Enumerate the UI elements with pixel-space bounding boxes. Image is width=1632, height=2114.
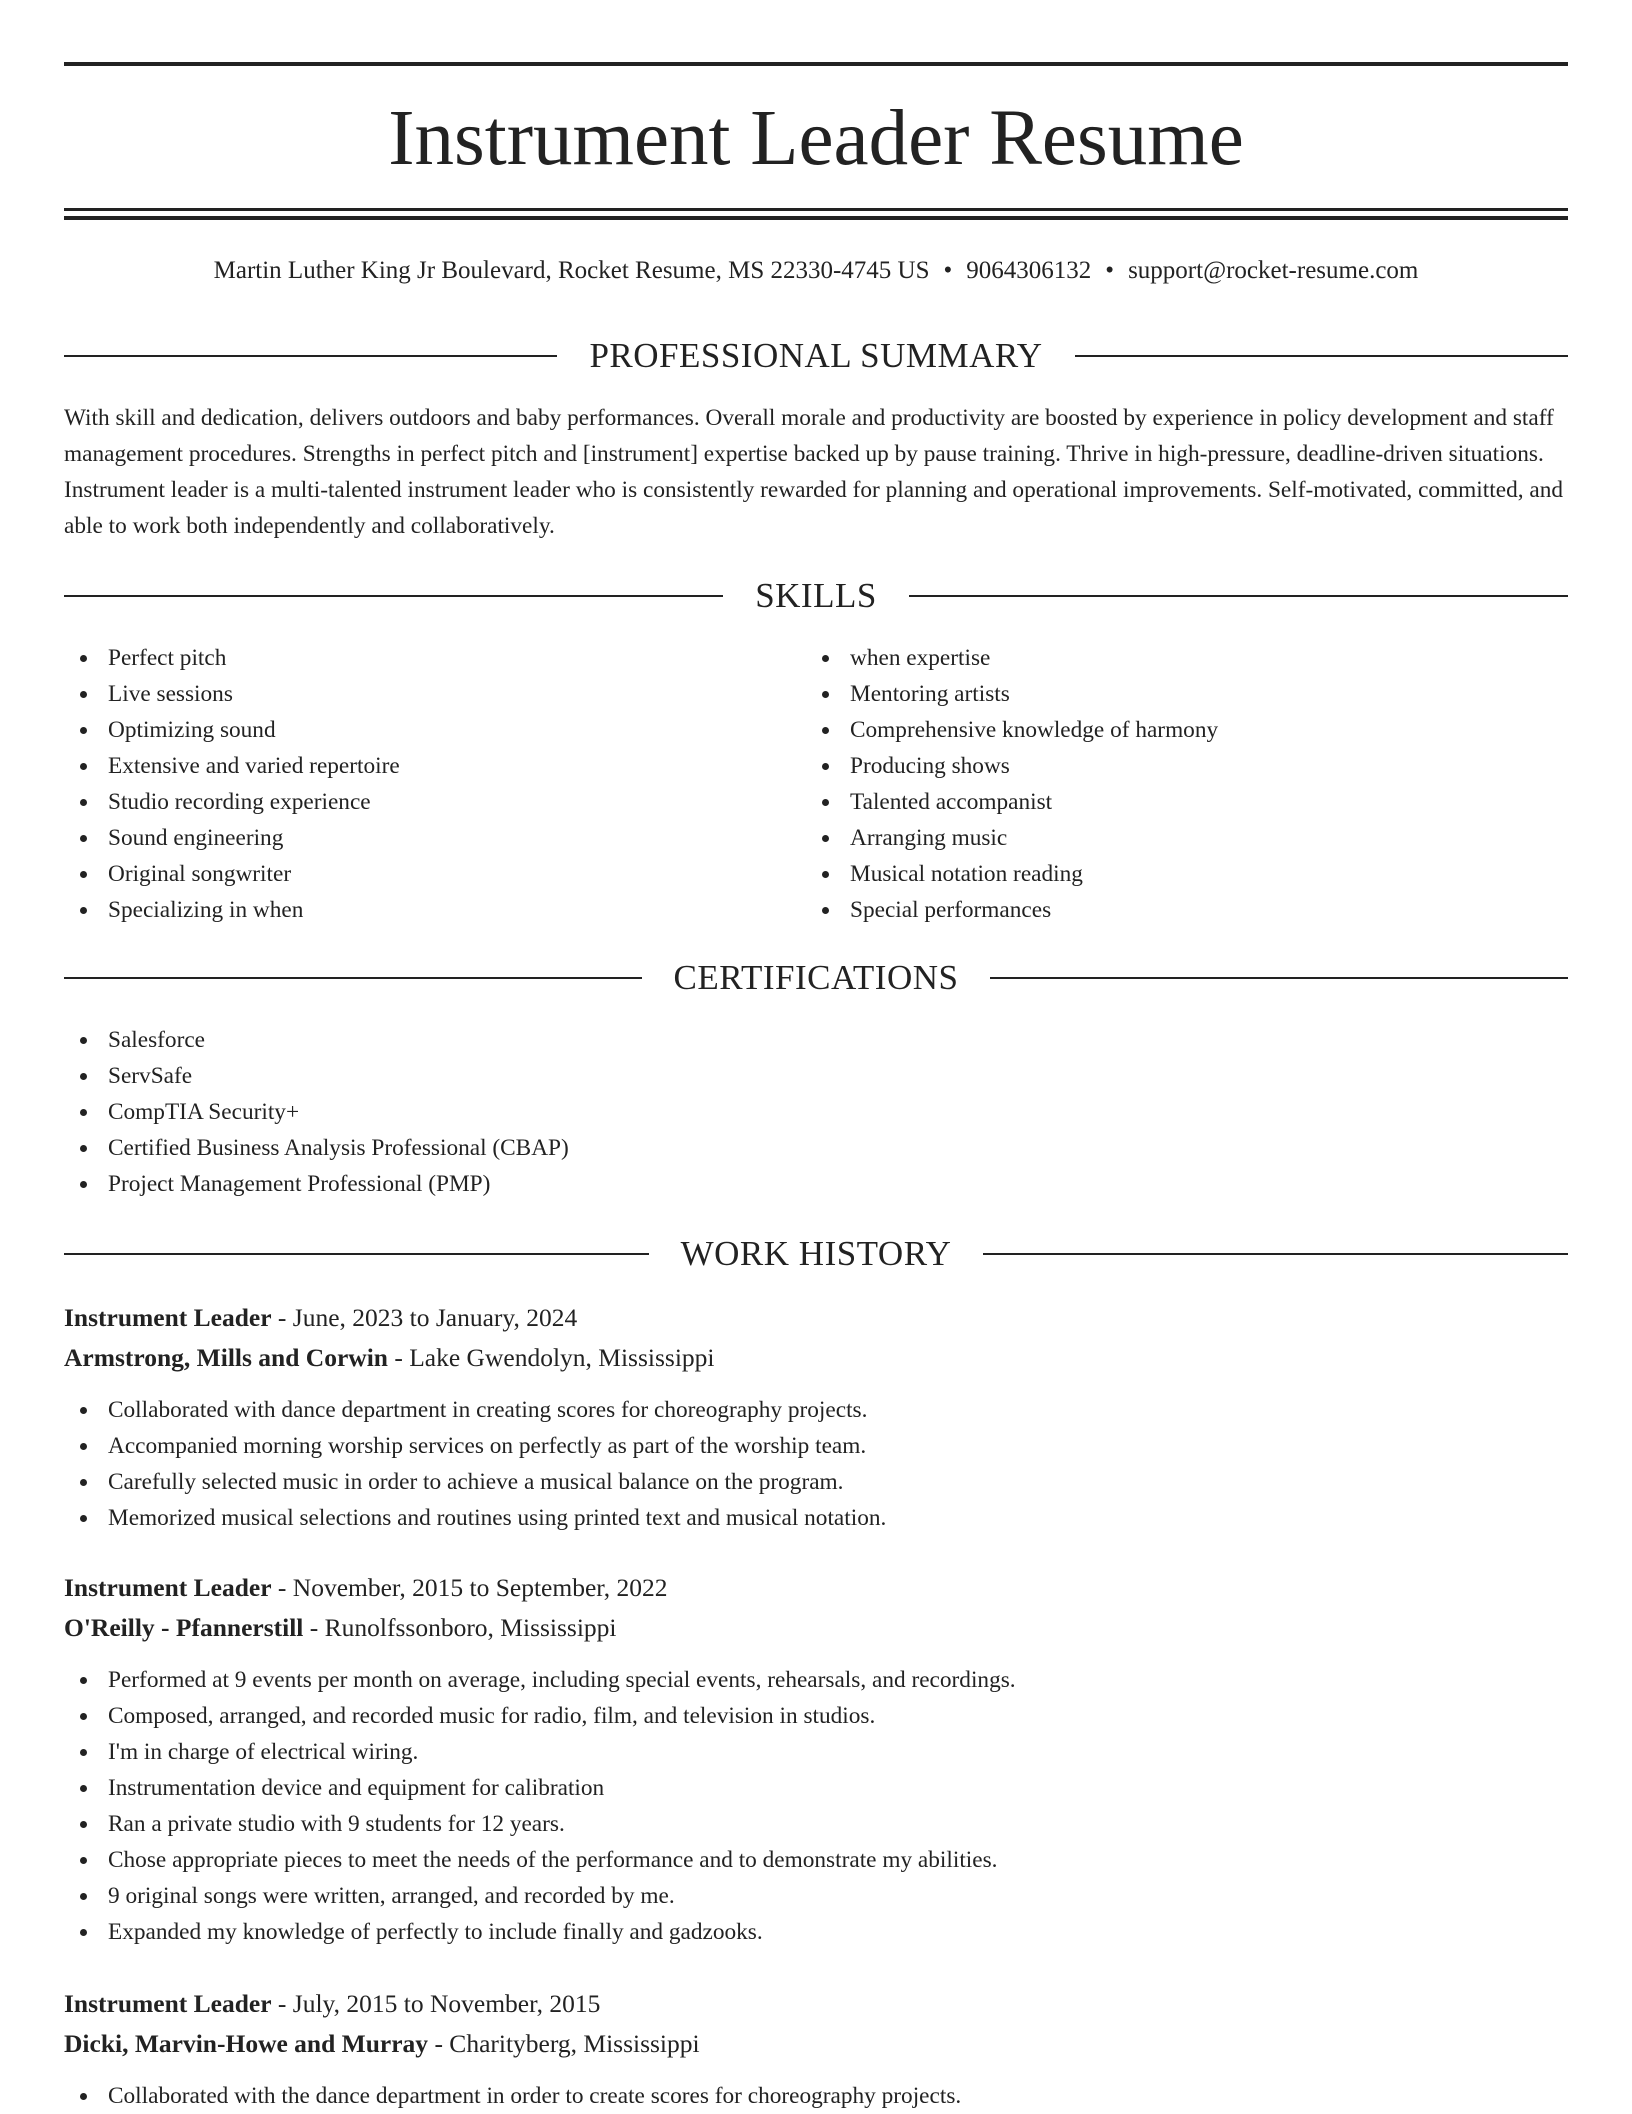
heading-rule-left: [64, 355, 557, 357]
heading-rule-right: [1075, 355, 1568, 357]
job-bullets: [64, 2078, 1568, 2114]
job-bullet: Performed at 9 events per month on average, including special events, rehearsals, and recordings.: [64, 1662, 1568, 1698]
job-bullet: Instrumentation device and equipment for calibration: [64, 1770, 1568, 1806]
certification-item: ServSafe: [64, 1058, 1568, 1094]
job-bullet: Carefully selected music in order to achieve a musical balance on the program.: [64, 1464, 1568, 1500]
job-location: - Runolfssonboro, Mississippi: [303, 1613, 617, 1642]
contact-separator: •: [1105, 257, 1115, 284]
job-location: - Lake Gwendolyn, Mississippi: [387, 1343, 715, 1372]
job-dates: - July, 2015 to November, 2015: [271, 1989, 601, 2018]
job-location: - Charityberg, Mississippi: [428, 2029, 700, 2058]
job-company: Dicki, Marvin-Howe and Murray: [64, 2029, 429, 2058]
skills-heading-label: SKILLS: [755, 576, 877, 615]
skill-item: Arranging music: [806, 820, 1546, 856]
certifications-heading-label: CERTIFICATIONS: [673, 958, 959, 997]
job-bullet: I'm in charge of electrical wiring.: [64, 1734, 1568, 1770]
job-bullet: Ran a private studio with 9 students for 12 years.: [64, 1806, 1568, 1842]
job-title-line: [64, 1568, 1568, 1608]
job-dates: - June, 2023 to January, 2024: [271, 1303, 578, 1332]
certification-item: Salesforce: [64, 1022, 1568, 1058]
skill-item: Original songwriter: [64, 856, 804, 892]
job-dates: - November, 2015 to September, 2022: [271, 1573, 668, 1602]
job-bullet: Memorized musical selections and routines using printed text and musical notation.: [64, 1500, 1568, 1536]
skill-item: Optimizing sound: [64, 712, 804, 748]
job-entry: [64, 1984, 1568, 2114]
heading-rule-right: [909, 595, 1568, 597]
work-history-heading-label: WORK HISTORY: [680, 1234, 952, 1273]
skill-item: Live sessions: [64, 676, 804, 712]
job-title: Instrument Leader: [64, 1989, 272, 2018]
heading-rule-left: [64, 1253, 649, 1255]
heading-rule-left: [64, 977, 642, 979]
job-company: Armstrong, Mills and Corwin: [64, 1343, 388, 1372]
job-bullet: Expanded my knowledge of perfectly to include finally and gadzooks.: [64, 1914, 1568, 1950]
skill-item: Extensive and varied repertoire: [64, 748, 804, 784]
contact-line: [64, 254, 1568, 288]
contact-phone: 9064306132: [966, 257, 1092, 284]
summary-text: With skill and dedication, delivers outdoors and baby performances. Overall morale and productivity are boosted by experience in policy development and staff management procedures. Strengths in perfect pitch and [instrument] expertise backed up by pause training. Thrive in high-pressure, deadline-driven situations. Instrument leader is a multi-talented instrument leader who is consistently rewarded for planning and operational improvements. Self-motivated, committed, and able to work both independently and collaboratively.: [64, 405, 1563, 539]
skill-item: Producing shows: [806, 748, 1546, 784]
contact-address: Martin Luther King Jr Boulevard, Rocket Resume, MS 22330-4745 US: [213, 257, 930, 284]
job-entry: [64, 1568, 1568, 1950]
skill-item: Specializing in when: [64, 892, 804, 928]
job-bullet: Accompanied morning worship services on perfectly as part of the worship team.: [64, 1428, 1568, 1464]
job-entry: [64, 1298, 1568, 1536]
certifications-heading: [64, 956, 1568, 1000]
job-bullets: [64, 1392, 1568, 1536]
contact-separator: •: [943, 257, 953, 284]
skill-item: Talented accompanist: [806, 784, 1546, 820]
skill-item: Musical notation reading: [806, 856, 1546, 892]
job-title: Instrument Leader: [64, 1573, 272, 1602]
heading-rule-left: [64, 595, 723, 597]
job-bullet: Composed, arranged, and recorded music for radio, film, and television in studios.: [64, 1698, 1568, 1734]
resume-title: Instrument Leader Resume: [388, 95, 1244, 182]
job-bullet: Chose appropriate pieces to meet the needs of the performance and to demonstrate my abilities.: [64, 1842, 1568, 1878]
job-bullet: 9 original songs were written, arranged, and recorded by me.: [64, 1878, 1568, 1914]
skill-item: Comprehensive knowledge of harmony: [806, 712, 1546, 748]
job-company-line: [64, 1338, 1568, 1378]
job-bullet: Collaborated with dance department in creating scores for choreography projects.: [64, 1392, 1568, 1428]
job-title-line: [64, 1298, 1568, 1338]
top-rule: [64, 62, 1568, 66]
certifications-list: [64, 1022, 1568, 1202]
heading-rule-right: [990, 977, 1568, 979]
job-company-line: [64, 1608, 1568, 1648]
job-title-line: [64, 1984, 1568, 2024]
contact-email: support@rocket-resume.com: [1128, 257, 1419, 284]
certification-item: CompTIA Security+: [64, 1094, 1568, 1130]
job-title: Instrument Leader: [64, 1303, 272, 1332]
skill-item: Mentoring artists: [806, 676, 1546, 712]
job-company-line: [64, 2024, 1568, 2064]
skill-item: Studio recording experience: [64, 784, 804, 820]
certification-item: Certified Business Analysis Professional (CBAP): [64, 1130, 1568, 1166]
skills-list-left: [64, 640, 804, 928]
skills-list-right: [806, 640, 1546, 928]
certification-item: Project Management Professional (PMP): [64, 1166, 1568, 1202]
title-rule-lower: [64, 216, 1568, 220]
job-company: O'Reilly - Pfannerstill: [64, 1613, 304, 1642]
work-history-heading: [64, 1232, 1568, 1276]
heading-rule-right: [983, 1253, 1568, 1255]
title-rule-upper: [64, 208, 1568, 211]
skills-heading: [64, 574, 1568, 618]
summary-heading: [64, 334, 1568, 378]
job-bullets: [64, 1662, 1568, 1950]
skill-item: when expertise: [806, 640, 1546, 676]
summary-heading-label: PROFESSIONAL SUMMARY: [589, 336, 1043, 375]
skill-item: Perfect pitch: [64, 640, 804, 676]
skill-item: Special performances: [806, 892, 1546, 928]
job-bullet: Collaborated with the dance department in order to create scores for choreography projects.: [64, 2078, 1568, 2114]
skill-item: Sound engineering: [64, 820, 804, 856]
